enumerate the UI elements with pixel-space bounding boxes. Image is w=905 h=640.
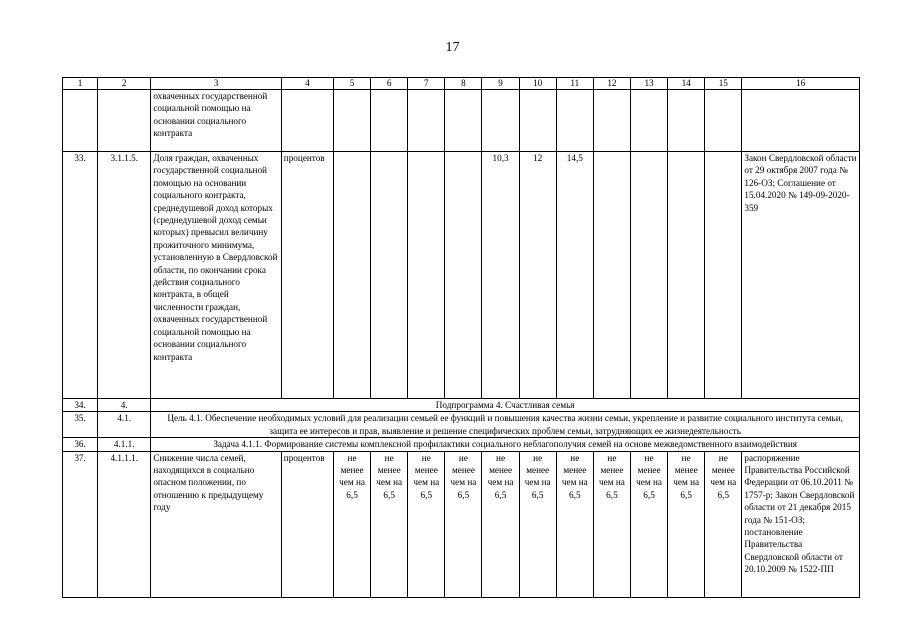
unit-cell: процентов bbox=[281, 451, 333, 597]
value-cell bbox=[408, 152, 445, 399]
table-row bbox=[63, 451, 860, 597]
value-cell: не менее чем на 6,5 bbox=[556, 451, 593, 597]
header-cell: 16 bbox=[742, 78, 860, 90]
table-row-task bbox=[63, 438, 860, 451]
header-cell: 5 bbox=[333, 78, 370, 90]
header-cell: 2 bbox=[98, 78, 151, 90]
value-cell bbox=[445, 152, 482, 399]
header-cell: 12 bbox=[593, 78, 630, 90]
row-code: 4.1. bbox=[98, 412, 151, 438]
value-cell: не менее чем на 6,5 bbox=[593, 451, 630, 597]
legal-basis-cell: Закон Свердловской области от 29 октября 2007 года № 126-ОЗ; Соглашение от 15.04.2020 № 149-09-2020-359 bbox=[742, 152, 860, 399]
value-cell bbox=[630, 152, 667, 399]
value-cell: 10,3 bbox=[482, 152, 519, 399]
value-cell bbox=[705, 152, 742, 399]
value-cell bbox=[593, 152, 630, 399]
header-cell: 10 bbox=[519, 78, 556, 90]
table-row-goal bbox=[63, 412, 860, 438]
header-cell: 11 bbox=[556, 78, 593, 90]
value-cell bbox=[333, 152, 370, 399]
row-number: 34. bbox=[63, 399, 98, 412]
indicators-table bbox=[62, 77, 860, 598]
row-number: 35. bbox=[63, 412, 98, 438]
value-cell bbox=[668, 152, 705, 399]
value-cell: не менее чем на 6,5 bbox=[482, 451, 519, 597]
header-cell: 13 bbox=[630, 78, 667, 90]
value-cell: 14,5 bbox=[556, 152, 593, 399]
value-cell: не менее чем на 6,5 bbox=[371, 451, 408, 597]
row-number: 37. bbox=[63, 451, 98, 597]
header-cell: 15 bbox=[705, 78, 742, 90]
value-cell: не менее чем на 6,5 bbox=[408, 451, 445, 597]
value-cell bbox=[371, 152, 408, 399]
page-number: 17 bbox=[445, 40, 460, 55]
value-cell: 12 bbox=[519, 152, 556, 399]
value-cell: не менее чем на 6,5 bbox=[668, 451, 705, 597]
header-cell: 7 bbox=[408, 78, 445, 90]
row-code: 3.1.1.5. bbox=[98, 152, 151, 399]
row-code: 4. bbox=[98, 399, 151, 412]
header-cell: 8 bbox=[445, 78, 482, 90]
header-cell: 9 bbox=[482, 78, 519, 90]
goal-text: Цель 4.1. Обеспечение необходимых условий для реализации семьей ее функций и повышения качества жизни семьи, укрепление и развитие социального института семьи, защита ее интересов и прав, выявление и решение специфических проблем семьи, затрудняющих ее жизнедеятельность bbox=[151, 412, 860, 438]
task-text: Задача 4.1.1. Формирование системы комплексной профилактики социального неблагополучия семей на основе межведомственного взаимодействия bbox=[151, 438, 860, 451]
value-cell: не менее чем на 6,5 bbox=[705, 451, 742, 597]
header-cell: 3 bbox=[151, 78, 281, 90]
value-cell: не менее чем на 6,5 bbox=[445, 451, 482, 597]
table-row-continuation bbox=[63, 90, 860, 152]
header-cell: 4 bbox=[281, 78, 333, 90]
header-cell: 6 bbox=[371, 78, 408, 90]
header-cell: 14 bbox=[668, 78, 705, 90]
header-cell: 1 bbox=[63, 78, 98, 90]
table-row-subprogram bbox=[63, 399, 860, 412]
indicator-name: Снижение числа семей, находящихся в социально опасном положении, по отношению к предыдущему году bbox=[151, 451, 281, 597]
row-number: 33. bbox=[63, 152, 98, 399]
indicator-name: охваченных государственной социальной помощью на основании социального контракта bbox=[151, 90, 281, 152]
value-cell: не менее чем на 6,5 bbox=[630, 451, 667, 597]
row-code: 4.1.1.1. bbox=[98, 451, 151, 597]
legal-basis-cell: распоряжение Правительства Российской Федерации от 06.10.2011 № 1757-р; Закон Свердловской области от 21 декабря 2015 года № 151-ОЗ; постановление Правительства Свердловской области от 20.10.2009 № 1522-ПП bbox=[742, 451, 860, 597]
column-number-row bbox=[63, 78, 860, 90]
unit-cell: процентов bbox=[281, 152, 333, 399]
table-row bbox=[63, 152, 860, 399]
row-code: 4.1.1. bbox=[98, 438, 151, 451]
indicator-name: Доля граждан, охваченных государственной социальной помощью на основании социального контракта, среднедушевой доход которых (среднедушевой доход семьи которых) превысил величину прожиточного минимума, установленную в Свердловской области, по окончании срока действия социального контракта, в общей численности граждан, охваченных государственной социальной помощью на основании социального контракта bbox=[151, 152, 281, 399]
row-number: 36. bbox=[63, 438, 98, 451]
value-cell: не менее чем на 6,5 bbox=[519, 451, 556, 597]
subprogram-title: Подпрограмма 4. Счастливая семья bbox=[151, 399, 860, 412]
value-cell: не менее чем на 6,5 bbox=[333, 451, 370, 597]
